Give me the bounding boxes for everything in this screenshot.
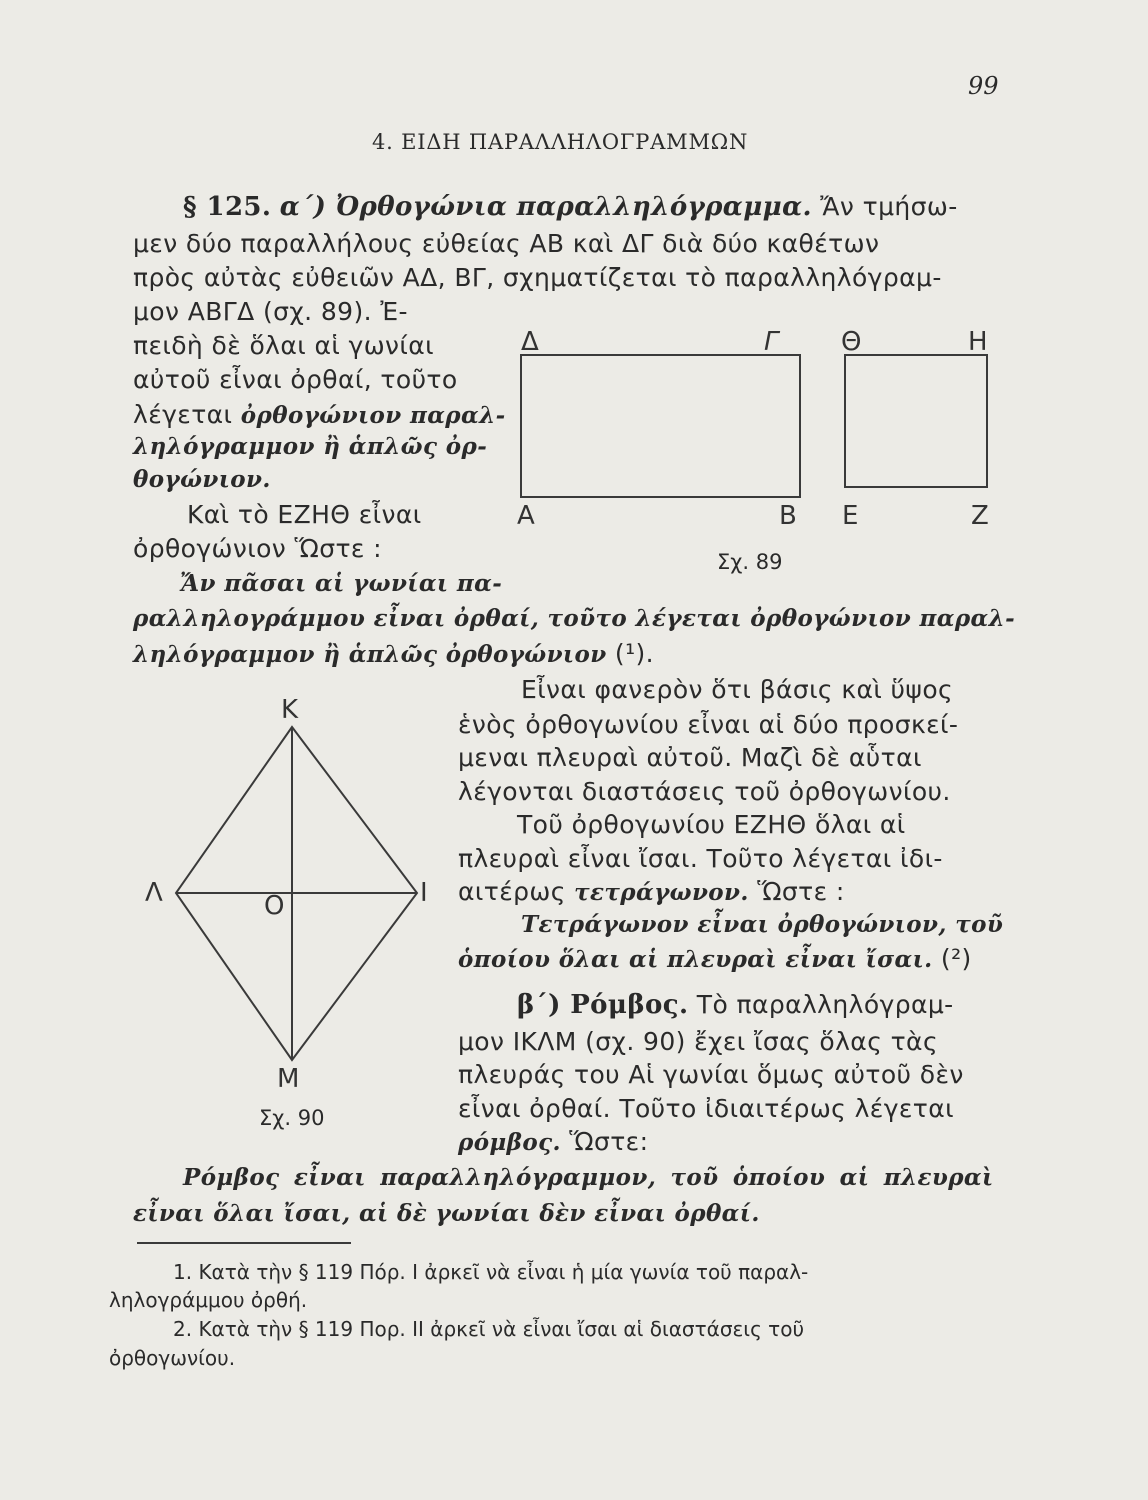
rule2-line1: Τετράγωνον εἶναι ὀρθογώνιον, τοῦ <box>521 911 1004 938</box>
term-orthogonion: ὀρθογώνιον παραλ- <box>240 402 506 429</box>
term-tetragonon: τετράγωνον. <box>574 879 749 906</box>
subsection-heading: α΄) Ὀρθογώνια παραλληλόγραμμα. <box>279 192 812 222</box>
para2-line6: πλευραὶ εἶναι ἴσαι. Τοῦτο λέγεται ἰδι- <box>458 844 943 873</box>
section-number: § 125. <box>183 192 272 222</box>
para1-line11: ὀρθογώνιον Ὥστε : <box>133 534 382 563</box>
para2-line2: ἑνὸς ὀρθογωνίου εἶναι αἱ δύο προσκεί- <box>458 710 959 739</box>
footnote-ref-1: (¹). <box>614 639 654 668</box>
para2-line7-post: Ὥστε : <box>757 877 845 906</box>
para1-line7-pre: λέγεται <box>133 400 233 429</box>
para1-line9: θογώνιον. <box>133 466 271 493</box>
fig90-label-iota: Ι <box>420 878 428 908</box>
para3-line5-post: Ὥστε: <box>569 1127 649 1156</box>
para1-line10: Καὶ τὸ ΕΖΗΘ εἶναι <box>187 500 422 529</box>
fig89-label-delta: Δ <box>521 327 539 357</box>
rule1-line2: ραλληλογράμμου εἶναι ὀρθαί, τοῦτο λέγεται ὀρθογώνιον παραλ- <box>133 605 1016 632</box>
fig89-label-gamma: Γ <box>764 327 779 357</box>
para1-line3: πρὸς αὐτὰς εὐθειῶν ΑΔ, ΒΓ, σχηματίζεται τὸ παραλληλόγραμ- <box>133 263 942 292</box>
rule3-line2: εἶναι ὅλαι ἴσαι, αἱ δὲ γωνίαι δὲν εἶναι ὀρθαί. <box>133 1200 760 1227</box>
square-ezhth <box>845 355 987 487</box>
para2-line5: Τοῦ ὀρθογωνίου ΕΖΗΘ ὅλαι αἱ <box>517 810 906 839</box>
fig90-label-omicron: Ο <box>264 891 285 921</box>
fig89-label-epsilon: Ε <box>842 501 859 531</box>
para3-line1-tail: Τὸ παραλληλόγραμ- <box>696 990 954 1019</box>
rule3-line1: Ρόμβος εἶναι παραλληλόγραμμον, τοῦ ὁποίου αἱ πλευραὶ <box>183 1164 994 1191</box>
fig90-label-mu: Μ <box>277 1064 300 1094</box>
figure-90 <box>176 727 417 1060</box>
para3-line3: πλευράς του Αἱ γωνίαι ὅμως αὐτοῦ δὲν <box>458 1060 964 1089</box>
para3-line4: εἶναι ὀρθαί. Τοῦτο ἰδιαιτέρως λέγεται <box>458 1094 954 1123</box>
para2-line1: Εἶναι φανερὸν ὅτι βάσις καὶ ὕψος <box>521 675 954 704</box>
page-number: 99 <box>968 72 999 100</box>
section-title: 4. ΕΙΔΗ ΠΑΡΑΛΛΗΛΟΓΡΑΜΜΩΝ <box>372 130 749 154</box>
fig89-label-zeta: Ζ <box>971 501 989 531</box>
footnote-1-line1: 1. Κατὰ τὴν § 119 Πόρ. Ι ἀρκεῖ νὰ εἶναι ἡ μία γωνία τοῦ παραλ- <box>173 1260 809 1284</box>
fig90-caption: Σχ. 90 <box>259 1106 325 1130</box>
fig89-label-alpha: Α <box>517 501 535 531</box>
rectangle-abgd <box>521 355 800 497</box>
fig90-label-lambda: Λ <box>145 878 163 908</box>
para3-line2: μον ΙΚΛΜ (σχ. 90) ἔχει ἴσας ὅλας τὰς <box>458 1027 939 1056</box>
para1-line1-tail: Ἄν τμήσω- <box>820 192 958 221</box>
subsection-heading-rombos: β΄) Ρόμβος. <box>517 990 689 1020</box>
rule1-line1: Ἄν πᾶσαι αἱ γωνίαι πα- <box>180 570 503 597</box>
rule2-line2-text: ὁποίου ὅλαι αἱ πλευραὶ εἶναι ἴσαι. <box>458 946 933 973</box>
footnote-ref-2: (²) <box>940 944 972 973</box>
term-rombos: ρόμβος. <box>458 1129 561 1156</box>
para2-line7-pre: αιτέρως <box>458 877 566 906</box>
rule1-line3-text: ληλόγραμμον ἢ ἁπλῶς ὀρθογώνιον <box>133 641 607 668</box>
figure-89 <box>521 355 987 497</box>
fig89-label-eta: Η <box>968 327 988 357</box>
fig89-caption: Σχ. 89 <box>717 550 783 574</box>
footnote-2-line1: 2. Κατὰ τὴν § 119 Πορ. ΙΙ ἀρκεῖ νὰ εἶναι ἴσαι αἱ διαστάσεις τοῦ <box>173 1317 805 1341</box>
footnote-2-line2: ὀρθογωνίου. <box>109 1346 236 1370</box>
fig90-label-kappa: Κ <box>281 695 299 725</box>
fig89-label-theta: Θ <box>841 327 862 357</box>
para1-line4: μον ΑΒΓΔ (σχ. 89). Ἐ- <box>133 297 408 326</box>
para2-line3: μεναι πλευραὶ αὐτοῦ. Μαζὶ δὲ αὗται <box>458 743 922 772</box>
para1-line5: πειδὴ δὲ ὅλαι αἱ γωνίαι <box>133 331 435 360</box>
footnote-1-line2: ληλογράμμου ὀρθή. <box>109 1288 308 1312</box>
para1-line2: μεν δύο παραλλήλους εὐθείας ΑΒ καὶ ΔΓ διὰ δύο καθέτων <box>133 229 880 258</box>
para1-line8: ληλόγραμμον ἢ ἁπλῶς ὀρ- <box>133 433 488 460</box>
fig89-label-beta: Β <box>779 501 797 531</box>
para1-line6: αὐτοῦ εἶναι ὀρθαί, τοῦτο <box>133 365 458 394</box>
para2-line4: λέγονται διαστάσεις τοῦ ὀρθογωνίου. <box>458 777 951 806</box>
